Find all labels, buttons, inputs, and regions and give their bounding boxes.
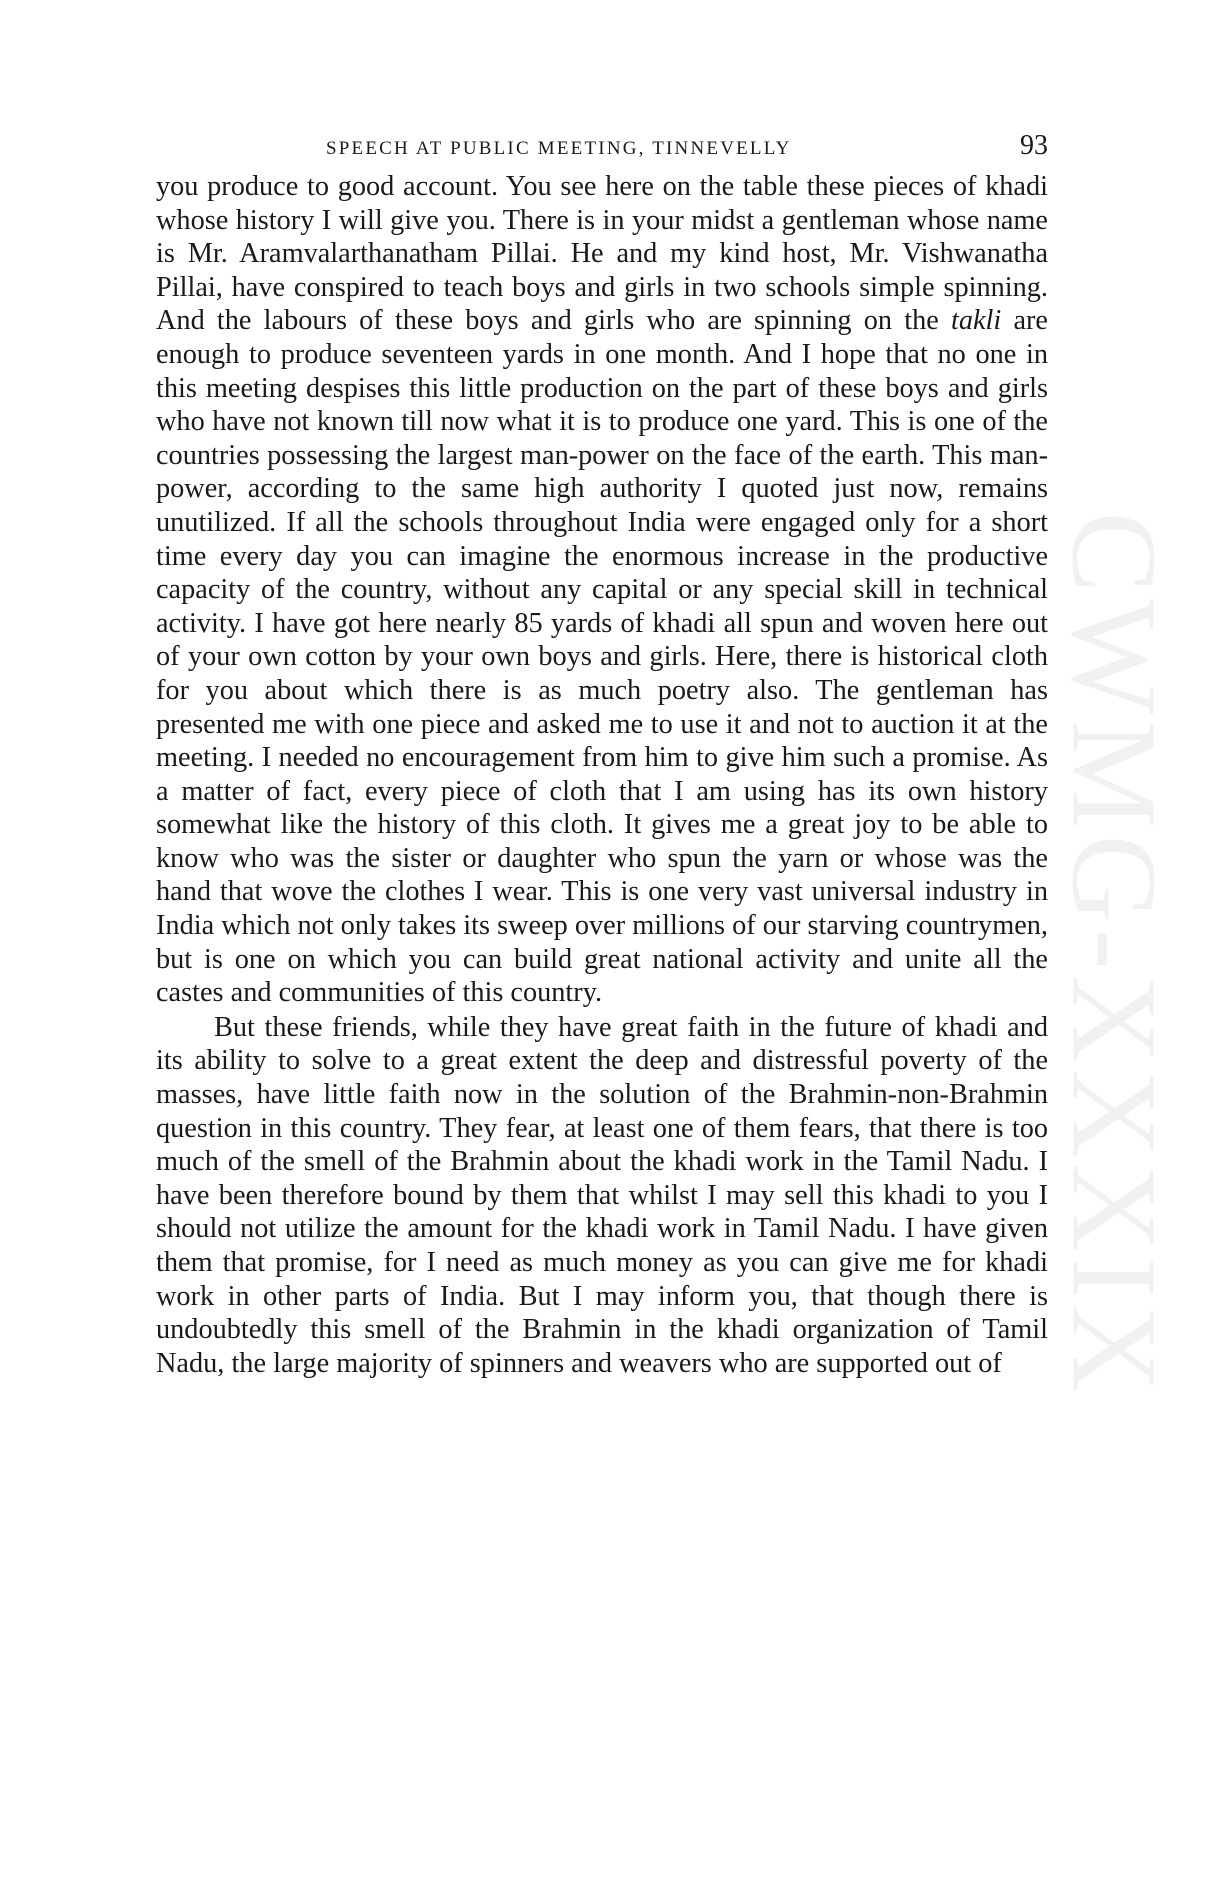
body-text <box>156 170 1048 1380</box>
paragraph-1 <box>156 170 1048 1010</box>
page-number: 93 <box>1020 130 1048 161</box>
paragraph-1-part-1: you produce to good account. You see here on the table these pieces of khadi whose history I will give you. There is in your midst a gentleman whose name is Mr. Aramvalarthanatham Pillai. He and my kind host, Mr. Vishwanatha Pillai, have conspired to teach boys and girls in two schools simple spinning. And the labours of these boys and girls who are spinning on the <box>156 171 1048 337</box>
watermark-text: CWMG-XXXIX <box>1046 511 1181 1399</box>
paragraph-2: But these friends, while they have great faith in the future of khadi and its ability to solve to a great extent the deep and distressful poverty of the masses, have little faith now in the solution of the Brahmin-non-Brahmin question in this country. They fear, at least one of them fears, that there is too much of the smell of the Brahmin about the khadi work in the Tamil Nadu. I have been therefore bound by them that whilst I may sell this khadi to you I should not utilize the amount for the khadi work in Tamil Nadu. I have given them that promise, for I need as much money as you can give me for khadi work in other parts of India. But I may inform you, that though there is undoubtedly this smell of the Brahmin in the khadi organization of Tamil Nadu, the large majority of spinners and weavers who are supported out of <box>156 1011 1048 1379</box>
watermark <box>1046 430 1181 1480</box>
paragraph-1-part-2: are enough to produce seventeen yards in one month. And I hope that no one in this meeting despises this little production on the part of these boys and girls who have not known till now what it is to produce one yard. This is one of the countries possessing the largest man-power on the face of the earth. This man-power, according to the same high authority I quoted just now, remains unutilized. If all the schools throughout India were engaged only for a short time every day you can imagine the enormous increase in the productive capacity of the country, without any capital or any special skill in technical activity. I have got here nearly 85 yards of khadi all spun and woven here out of your own cotton by your own boys and girls. Here, there is historical cloth for you about which there is as much poetry also. The gentleman has presented me with one piece and asked me to use it and not to auction it at the meeting. I needed no encouragement from him to give him such a promise. As a matter of fact, every piece of cloth that I am using has its own history somewhat like the history of this cloth. It gives me a great joy to be able to know who was the sister or daughter who spun the yarn or whose was the hand that wove the clothes I wear. This is one very vast universal industry in India which not only takes its sweep over millions of our starving countrymen, but is one on which you can build great national activity and unite all the castes and communities of this country. <box>156 305 1048 1009</box>
running-head: SPEECH AT PUBLIC MEETING, TINNEVELLY <box>326 138 792 159</box>
page <box>156 126 1048 1380</box>
page-header <box>156 126 1048 170</box>
emphasis-takli: takli <box>950 305 1002 337</box>
